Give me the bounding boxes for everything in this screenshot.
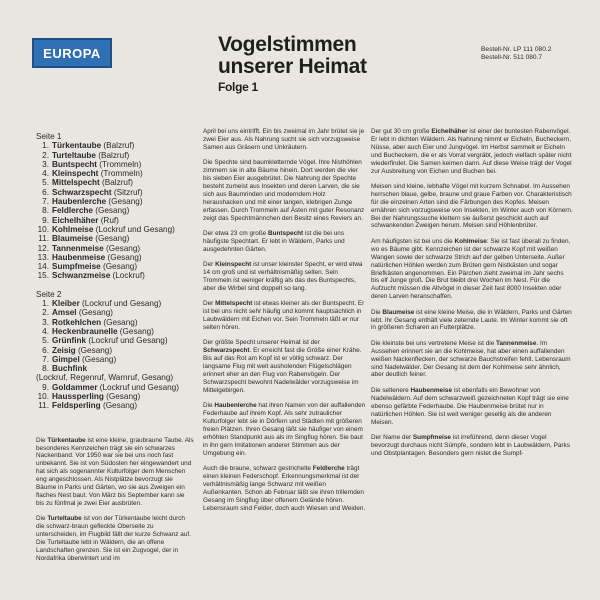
bird-name: Blaumeise [382, 308, 415, 316]
track-number: 11. [38, 234, 49, 244]
description-paragraph [203, 230, 367, 254]
track-item [36, 216, 194, 225]
bird-name: Mittelspecht [215, 300, 253, 308]
paragraph-text: Auch die braune, schwarz gestrichelte [203, 465, 313, 473]
side-2-tracklist [36, 299, 194, 411]
track-bird-name: Schwarzspecht [52, 187, 112, 197]
track-number: 1. [42, 299, 49, 309]
track-item [36, 392, 194, 401]
track-bird-name: Kleiber [52, 299, 80, 309]
paragraph-text: Die kleinste bei uns vertretene Meise ist die [371, 339, 497, 347]
track-number: 14. [37, 262, 49, 272]
track-call-type: (Gesang) [92, 234, 130, 244]
description-paragraph [203, 465, 367, 512]
description-paragraph [371, 434, 573, 458]
track-call-type: (Lockruf, Regenruf, Warnruf, Gesang) [36, 373, 174, 383]
paragraph-text: Die Spechte sind baumkletternde Vögel. Ihre Nisthöhlen zimmern sie in alte Bäume hinein. Dort werden die vier bis sieben Eier ausgebrütet. Die Nahrung der Spechte besteht zumeist aus Insekten und deren Larven, die sie sich aus Baumrinden und moderndem Holz heraushacken und mit einer langen, klebrigen Zunge erfassen. Durch Trommeln auf Ästen mit guter Resonanz zeigt das Spechtmännchen den Besitz eines Reviers an. [203, 159, 365, 222]
track-number: 12. [37, 243, 49, 253]
track-item [36, 308, 194, 317]
track-call-type: (Lockruf und Gesang) [79, 299, 162, 309]
track-call-type: (Gesang) [100, 262, 138, 272]
track-item [36, 160, 194, 169]
paragraph-text: Der Name der [371, 433, 413, 441]
paragraph-text: Meisen sind kleine, lebhafte Vögel mit kurzem Schnabel. Im Aussehen herrschen blaue, gelbe, braune und graue Farben vor. Charakteristisch für die einzelnen Arten sind die Färbungen des Kopfes. Meisen ernähren sich vorzugsweise von Insekten, im Winter auch von Körnern. Bei der Nahrungssuche klettern sie äußerst geschickt auch auf schwankenden Zweigen herum. Meisen sind Höhlenbrüter. [371, 182, 573, 230]
track-call-type: (Lockruf) [110, 271, 145, 281]
track-number: 10. [37, 392, 49, 402]
track-call-type: (Trommeln) [98, 169, 143, 179]
column-3-text [371, 128, 573, 465]
track-item [36, 355, 194, 364]
paragraph-text: . Er erreicht fast die Größe einer Krähe. Bis auf das Rot am Kopf ist er völlig schwarz. Der langsame Flug mit weit ausholenden Flügelschlägen erinnert eher an den Flug von Rabenvögeln. Der Schwarzspecht bewohnt Nadelwälder vorzugsweise im Mittelgebirgen. [203, 347, 362, 394]
track-item [36, 197, 194, 206]
track-bird-name: Goldammer [52, 382, 98, 392]
track-bird-name: Tannenmeise [52, 243, 104, 253]
track-bird-name: Eichelhäher [52, 215, 99, 225]
track-number: 2. [42, 308, 49, 318]
paragraph-text: Die [371, 308, 383, 316]
album-title [218, 34, 367, 94]
track-item [36, 225, 194, 234]
track-item [36, 271, 194, 280]
track-call-type: (Gesang) [103, 392, 141, 402]
track-call-type: (Balzruf) [95, 150, 130, 160]
track-bird-name: Gimpel [52, 354, 80, 364]
folge-label: Folge 1 [218, 80, 258, 94]
track-call-type: (Gesang) [100, 401, 138, 411]
track-number: 4. [42, 169, 49, 179]
bird-name: Türkentaube [47, 436, 86, 444]
track-bird-name: Feldlerche [52, 206, 93, 216]
track-call-type: (Balzruf) [99, 178, 133, 188]
track-bird-name: Zeisig [52, 345, 76, 355]
order-numbers [481, 46, 551, 63]
track-call-type: (Gesang) [76, 308, 113, 318]
bird-name: Haubenmeise [410, 386, 452, 394]
track-number: 7. [42, 354, 49, 364]
track-call-type: (Gesang) [106, 197, 143, 207]
bird-name: Buntspecht [268, 229, 304, 237]
description-paragraph [203, 339, 367, 394]
track-bird-name: Haubenlerche [52, 197, 107, 207]
track-number: 10. [37, 224, 49, 234]
paragraph-text: : Sie ist fast überall zu finden, wo es Bäume gibt. Kennzeichen ist der schwarze Kopf mit weißen Wangen sowie der schwarze Strich auf der gelben Unterseite. Außer natürlichen Höhlen werden zum Brüten gern Nistkästen und sogar Briefkästen angenommen. Ein Pärchen zieht zweimal im Jahr sechs bis elf Junge groß. Die Brut bleibt drei Wochen im Nest. Für die Aufzucht müssen die Altvögel in dieser Zeit fast 8000 Insekten oder deren Larven heranschaffen. [371, 237, 571, 301]
column-1-text [36, 437, 194, 563]
description-paragraph [203, 300, 367, 332]
side-2-heading: Seite 2 [36, 289, 62, 299]
track-bird-name: Sumpfmeise [52, 262, 101, 272]
bird-name: Sumpfmeise [412, 433, 451, 441]
track-item [36, 178, 194, 187]
track-bird-name: Feldsperling [52, 401, 101, 411]
track-bird-name: Buntspecht [52, 159, 98, 169]
track-item [36, 206, 194, 215]
paragraph-text: hat ihren Namen von der auffallenden Federhaube auf ihrem Kopf. Als sehr zutraulicher Kulturfolger lebt sie in Dörfern und Städten mit größeren freien Plätzen. Ihren Gesang läßt sie häufiger von einem erhöhten Standpunkt aus als im Singflug hören. Sie baut in ihn gern Imitationen anderer Stimmen aus der Umgebung ein. [203, 402, 366, 457]
paragraph-text: Die [36, 436, 48, 444]
track-number: 2. [42, 150, 49, 160]
track-item [36, 262, 194, 271]
track-call-type: (Trommeln) [97, 159, 142, 169]
bird-name: Kohlmeise [454, 237, 487, 245]
bird-name: Haubenlerche [214, 402, 257, 410]
description-paragraph [203, 128, 367, 152]
track-bird-name: Grünfink [52, 336, 87, 346]
side-1-heading: Seite 1 [36, 132, 62, 141]
column-2-text [203, 128, 367, 520]
title-line-2: unserer Heimat [218, 55, 367, 78]
description-paragraph [371, 387, 573, 427]
track-number: 11. [38, 401, 49, 411]
track-number: 3. [42, 317, 49, 327]
track-number: 4. [42, 326, 49, 336]
paragraph-text: ist unser kleinster Specht, er wird etwa 14 cm groß und ist verhältnismäßig selten. Sein Trommeln ist weniger kräftig als das des Buntspechts, aber die Wirbel sind doppelt so lang. [203, 261, 363, 292]
track-item [36, 151, 194, 160]
track-item [36, 169, 194, 178]
track-number: 6. [42, 187, 49, 197]
track-bird-name: Amsel [52, 308, 77, 318]
title-line-1: Vogelstimmen [218, 33, 357, 56]
track-call-type: (Gesang) [75, 345, 113, 355]
track-number: 8. [42, 206, 49, 216]
track-bird-name: Haussperling [52, 392, 104, 402]
track-call-type: (Ruf) [98, 215, 119, 225]
track-number: 9. [42, 382, 49, 392]
bird-name: Eichelhäher [431, 128, 468, 135]
track-item [36, 188, 194, 197]
track-bird-name: Turteltaube [52, 150, 96, 160]
track-number: 3. [42, 159, 49, 169]
bird-name: Feldlerche [312, 465, 345, 473]
track-number: 15. [37, 271, 49, 281]
track-number: 9. [42, 215, 49, 225]
track-number: 1. [42, 141, 49, 151]
paragraph-text: ist etwas kleiner als der Buntspecht. Er ist bei uns nicht sehr häufig und kommt hauptsächlich in Laubwäldern mit Eichen vor. Sein Trommeln läßt er nur selten hören. [203, 300, 365, 332]
paragraph-text: Die [203, 402, 215, 410]
track-bird-name: Mittelspecht [52, 178, 100, 188]
paragraph-text: ist einer der buntesten Rabenvögel. Er lebt in dichten Wäldern. Als Nahrung nimmt er Eicheln, Bucheckern, Nüsse, aber auch Eier und Jungvögel. Im Herbst sammelt er Eicheln und Bucheckern, die er als Vorrat vergräbt, jedoch vielfach später nicht wiederfindet. Die Samen keimen dann. Auf diese Weise trägt der Vogel zur Ausbreitung von Eichen und Buchen bei. [371, 128, 572, 175]
track-call-type: (Gesang) [105, 252, 142, 262]
track-number: 5. [42, 336, 49, 346]
track-call-type: (Gesang) [101, 317, 138, 327]
track-bird-name: Buchfink [52, 364, 88, 374]
description-paragraph [371, 238, 573, 301]
track-item [36, 253, 194, 262]
paragraph-text: ist die bei uns häufigste Spechtart. Er lebt in Wäldern, Parks und ausgedehnten Gärten. [203, 229, 345, 253]
paragraph-text: Der gut 30 cm große [371, 128, 432, 135]
column-tracklist [36, 132, 194, 570]
paragraph-text: ist eine kleine, graubraune Taube. Als besonderes Kennzeichen trägt sie ein schwarzes Nackenband. Vor 1950 war sie bei uns noch fast unbekannt. Sie ist von Südosten her eingewandert und hat sich als sogenannter Kulturfolger dem Menschen eng angeschlossen. Als Nistplätze bevorzugt sie Bäume in Parks und Gärten, wo sie aus Zweigen ein flaches Nest baut. Von März bis September kann sie bis zu fünfmal je zwei Eier ausbrüten. [36, 436, 194, 507]
paragraph-text: Die [36, 515, 48, 523]
paragraph-text: ist von der Türkentaube leicht durch die schwarz-braun gefleckte Oberseite zu unterscheiden, im Flugbild fällt der kurze Schwanz auf. Die Turteltaube lebt in Wäldern, die an offene Landschaften grenzen. Sie ist ein Zugvogel, der in Nordafrika überwintert und im [36, 515, 191, 562]
description-paragraph [36, 437, 194, 508]
track-number: 6. [42, 345, 49, 355]
paragraph-text: . Im Aussehen erinnert sie an die Kohlmeise, hat aber einen auffallenden weißen Nackenflecken, der schwarze Bauchstreifen fehlt. Lebensraum sind Nadelwälder. Der Gesang ist dem der Kohlmeise sehr ähnlich, aber deutlich feiner. [371, 339, 571, 379]
track-item [36, 299, 194, 308]
paragraph-text: Am häufigsten ist bei uns die [371, 237, 455, 245]
track-call-type: (Sitzruf) [111, 187, 143, 197]
track-bird-name: Haubenmeise [52, 252, 106, 262]
paragraph-text: ist eine kleine Meise, die in Wäldern, Parks und Gärten lebt. Ihr Gesang enthält viele zeternde Laute. Im Winter kommt sie oft in größeren Scharen an Futterplätze. [371, 308, 572, 332]
track-number: 8. [42, 364, 49, 374]
description-paragraph [371, 183, 573, 230]
track-bird-name: Kleinspecht [52, 169, 99, 179]
bird-name: Schwarzspecht [203, 347, 250, 355]
track-number: 7. [42, 197, 49, 207]
track-bird-name: Heckenbraunelle [52, 326, 118, 336]
track-item [36, 346, 194, 355]
description-paragraph [36, 515, 194, 562]
track-bird-name: Schwanzmeise [52, 271, 111, 281]
track-item [36, 401, 194, 410]
bird-name: Kleinspecht [215, 261, 252, 269]
description-paragraph [203, 261, 367, 293]
track-call-type: (Lockruf und Gesang) [97, 382, 179, 392]
bird-name: Tannenmeise [496, 339, 537, 347]
track-call-type: (Lockruf und Gesang) [86, 336, 168, 346]
track-call-type: (Balzruf) [101, 141, 135, 151]
track-item [36, 364, 194, 373]
paragraph-text: April bei uns eintrifft. Ein bis zweimal im Jahr brütet sie je zwei Eier aus. Als Nahrung sucht sie sich vorzugsweise Samen aus Gräsern und Unkräutern. [203, 128, 365, 151]
description-paragraph [371, 309, 573, 333]
paragraph-text: Der [203, 261, 216, 269]
order-number-mc: Bestell-Nr. 511 080.7 [481, 54, 543, 62]
description-paragraph [371, 340, 573, 380]
track-call-type: (Gesang) [103, 243, 141, 253]
description-paragraph [203, 402, 367, 457]
track-call-type: (Gesang) [117, 326, 154, 336]
track-bird-name: Rotkehlchen [52, 317, 102, 327]
track-item [36, 141, 194, 150]
track-call-type: (Gesang) [79, 354, 117, 364]
paragraph-text: ist ebenfalls ein Bewohner von Nadelwäldern. Auf dem schwarzweiß gezeichneten Kopf trägt sie eine ebenso gefärbte Federhaube. Die Haubenmeise brütet nur in natürlichen Höhlen. Sie ist weit weniger gesellig als die anderen Meisen. [371, 386, 569, 426]
paragraph-text: Die seltenere [371, 386, 411, 394]
track-call-type: (Lockruf und Gesang) [93, 224, 175, 234]
track-bird-name: Türkentaube [52, 141, 102, 151]
track-item [36, 383, 194, 392]
description-paragraph [371, 128, 573, 175]
description-paragraph [203, 159, 367, 222]
bird-name: Turteltaube [47, 515, 82, 523]
track-call-type: (Gesang) [92, 206, 130, 216]
side-1-tracklist [36, 141, 194, 280]
paragraph-text: ist irreführend, denn dieser Vogel bevorzugt durchaus nicht Sümpfe, sondern lebt in Laubwäldern, Parks und Obstplantagen. Besonders gern nistet die Sumpf- [371, 433, 570, 457]
order-number-lp: Bestell-Nr. LP 111 080.2 [481, 46, 552, 53]
paragraph-text: Der [203, 300, 216, 308]
paragraph-text: trägt einen kleinen Federschopf. Erkennungsmerkmal ist der verhältnismäßig lange Schwanz mit weißen Außenkanten. Schon ab Februar läßt sie ihren trillernden Gesang im Singflug über offenem Gelände hören. Lebensraum sind Felder, doch auch Wiesen und Weiden. [203, 465, 366, 512]
track-bird-name: Kohlmeise [52, 224, 94, 234]
track-item [36, 318, 194, 327]
track-item [36, 244, 194, 253]
track-item [36, 234, 194, 243]
track-number: 13. [37, 252, 49, 262]
track-item [36, 327, 194, 336]
europa-logo: EUROPA [32, 38, 112, 68]
paragraph-text: Der etwa 23 cm große [203, 229, 268, 237]
paragraph-text: Der größte Specht unserer Heimat ist der [203, 339, 320, 347]
track-number: 5. [42, 178, 49, 188]
track-item [36, 336, 194, 345]
track-bird-name: Blaumeise [52, 234, 93, 244]
